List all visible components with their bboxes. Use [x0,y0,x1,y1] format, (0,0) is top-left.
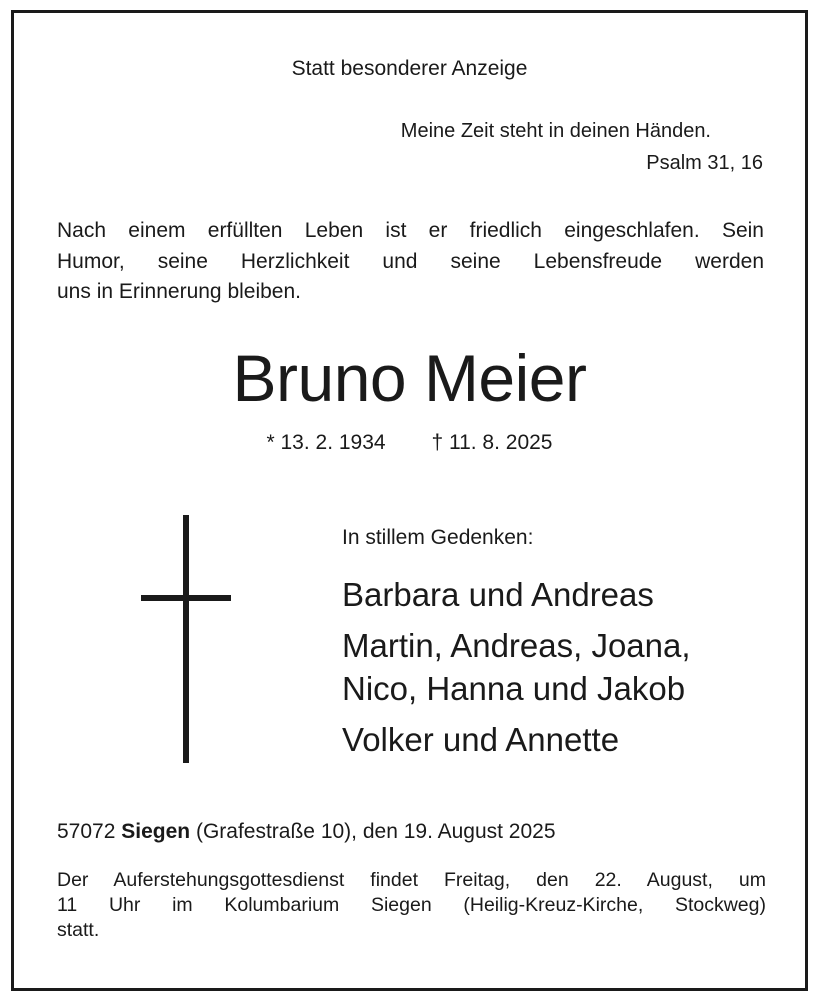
mourner-entry: Volker und Annette [342,721,620,758]
intro-line: Humor, seine Herzlichkeit und seine Lebensfreude werden [57,249,764,273]
postcode: 57072 [57,820,116,843]
place-and-date [57,820,556,844]
life-dates [0,431,819,455]
death-date: † 11. 8. 2025 [431,431,553,454]
notice-header: Statt besonderer Anzeige [291,57,528,80]
cross-horizontal-bar [141,595,231,601]
bible-quote: Meine Zeit steht in deinen Händen. [400,120,711,142]
mourner-entry: Martin, Andreas, Joana, [342,627,691,664]
mourner-entry: Barbara und Andreas [342,576,654,613]
service-line: statt. [57,919,100,941]
intro-text [57,216,764,308]
deceased-name: Bruno Meier [232,341,587,415]
birth-date: * 13. 2. 1934 [266,431,386,454]
intro-line: uns in Erinnerung bleiben. [57,280,302,303]
address-date: (Grafestraße 10), den 19. August 2025 [195,820,556,843]
cross-vertical-bar [183,515,189,763]
mourning-label: In stillem Gedenken: [342,526,534,549]
quote-source: Psalm 31, 16 [646,152,763,174]
intro-line: Nach einem erfüllten Leben ist er friedlich eingeschlafen. Sein [57,219,764,242]
service-line: 11 Uhr im Kolumbarium Siegen (Heilig-Kreuz-Kirche, Stockweg) [57,894,766,916]
mourners-list [342,573,691,761]
service-info [57,868,766,943]
city: Siegen [121,820,191,843]
mourner-entry: Nico, Hanna und Jakob [342,670,686,707]
service-line: Der Auferstehungsgottesdienst findet Freitag, den 22. August, um [57,869,766,891]
